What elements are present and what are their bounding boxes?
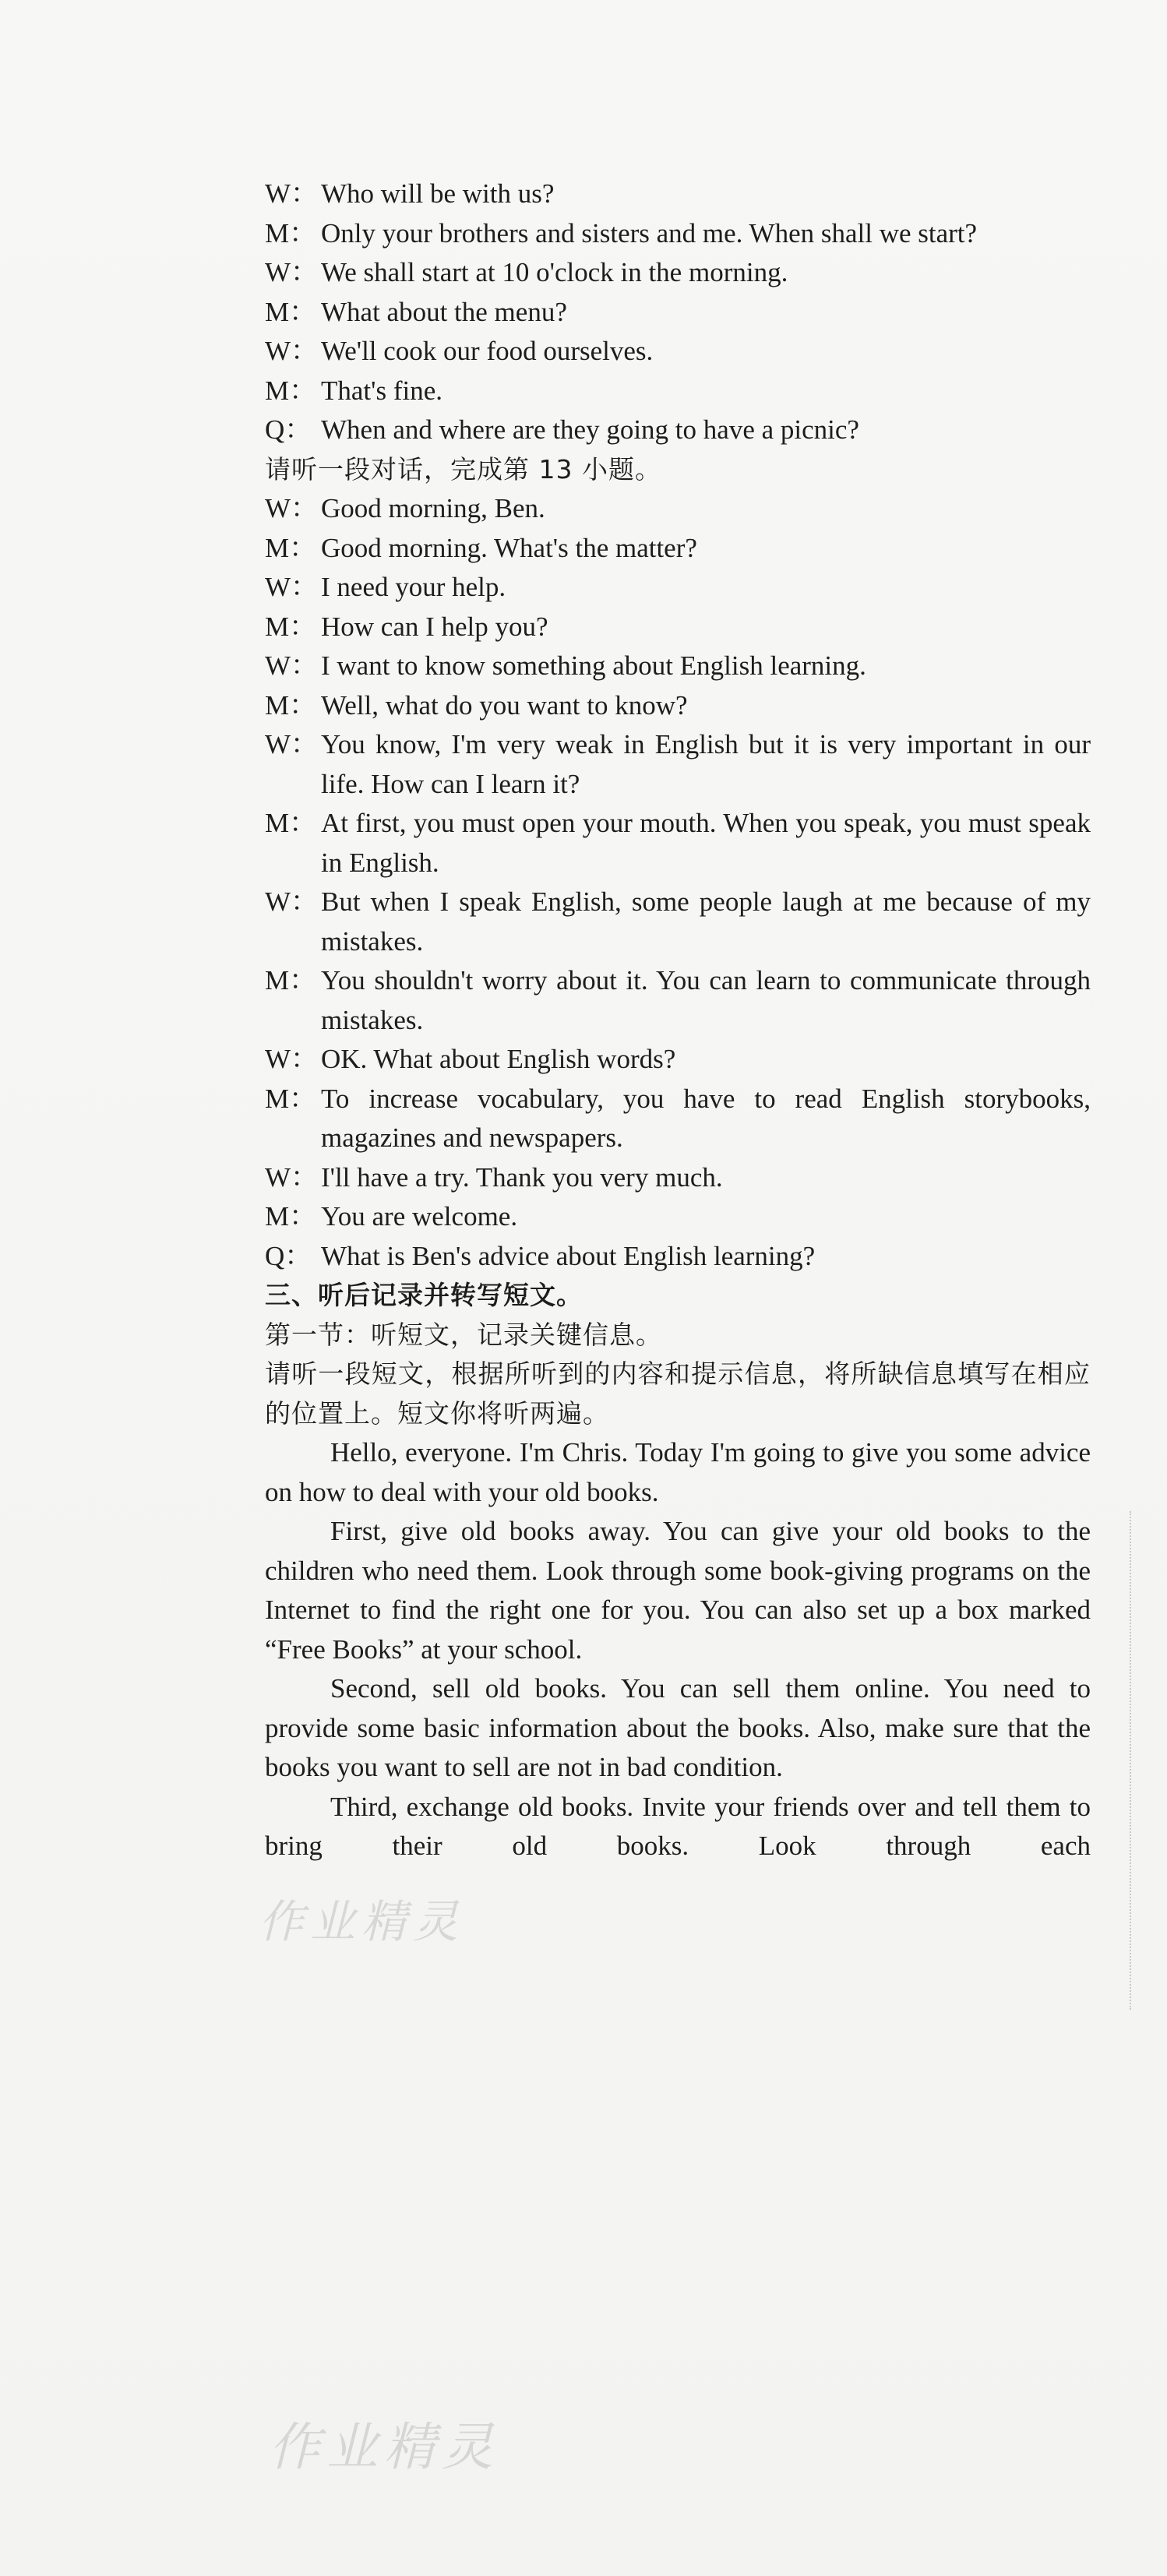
utterance: At first, you must open your mouth. When you speak, you must speak in English. xyxy=(321,808,1091,878)
dialogue-line xyxy=(265,1080,1091,1158)
utterance: You shouldn't worry about it. You can learn to communicate through mistakes. xyxy=(321,965,1091,1035)
dialogue-line xyxy=(265,529,1091,569)
utterance: Well, what do you want to know? xyxy=(321,689,688,721)
speaker-label: W： xyxy=(265,729,319,759)
speaker-label: W： xyxy=(265,257,319,287)
question-text: When and where are they going to have a picnic? xyxy=(321,414,859,445)
speaker-label: M： xyxy=(265,217,317,248)
utterance: But when I speak English, some people laugh at me because of my mistakes. xyxy=(321,886,1091,957)
speaker-label: M： xyxy=(265,611,317,642)
speaker-label: W： xyxy=(265,493,319,523)
utterance: OK. What about English words? xyxy=(321,1044,676,1074)
instruction-13: 请听一段对话，完成第 13 小题。 xyxy=(265,453,661,485)
speaker-label: W： xyxy=(265,1161,319,1193)
section-instruction: 请听一段短文，根据所听到的内容和提示信息，将所缺信息填写在相应的位置上。短文你将听两遍。 xyxy=(265,1358,1091,1429)
speaker-label: W： xyxy=(265,1044,319,1074)
section-heading: 三、听后记录并转写短文。 xyxy=(265,1280,583,1310)
speaker-label: M： xyxy=(265,532,317,563)
dialogue-line xyxy=(265,489,1091,529)
utterance: I need your help. xyxy=(321,572,506,602)
utterance: Only your brothers and sisters and me. When shall we start? xyxy=(321,217,978,248)
question-line xyxy=(265,411,1091,450)
utterance: You know, I'm very weak in English but it is very important in our life. How can I learn it? xyxy=(321,729,1091,799)
speaker-label: Q： xyxy=(265,1240,312,1271)
dialogue-line xyxy=(265,372,1091,411)
watermark: 作业精灵 xyxy=(269,2417,499,2477)
utterance: I'll have a try. Thank you very much. xyxy=(321,1161,723,1193)
speaker-label: W： xyxy=(265,650,319,681)
dialogue-line xyxy=(265,647,1091,686)
passage xyxy=(265,1433,1091,1866)
utterance: Good morning, Ben. xyxy=(321,493,545,523)
passage-paragraph: First, give old books away. You can give your old books to the children who need them. Look through some book-giving programs on the Internet to find the right one for you. You can also set up a box marked “Free Books” at your school. xyxy=(265,1516,1091,1665)
listening-script xyxy=(265,174,1091,1866)
passage-paragraph: Second, sell old books. You can sell them online. You need to provide some basic information about the books. Also, make sure that the books you want to sell are not in bad condition. xyxy=(265,1673,1091,1782)
speaker-label: W： xyxy=(265,178,319,209)
watermark: 作业精灵 xyxy=(259,1895,465,1948)
speaker-label: W： xyxy=(265,336,319,366)
dialogue-line xyxy=(265,883,1091,961)
utterance: To increase vocabulary, you have to read English storybooks, magazines and newspapers. xyxy=(321,1083,1091,1153)
utterance: Who will be with us? xyxy=(321,178,555,209)
utterance: We'll cook our food ourselves. xyxy=(321,336,654,366)
utterance: Good morning. What's the matter? xyxy=(321,532,697,563)
dialogue-line xyxy=(265,1158,1091,1198)
dialogue-line xyxy=(265,1197,1091,1237)
speaker-label: M： xyxy=(265,808,317,838)
dialogue-line xyxy=(265,608,1091,647)
utterance: What about the menu? xyxy=(321,296,567,327)
dialogue-english-learning xyxy=(265,489,1091,1276)
dialogue-line xyxy=(265,214,1091,254)
dialogue-line xyxy=(265,253,1091,293)
speaker-label: W： xyxy=(265,572,319,602)
utterance: You are welcome. xyxy=(321,1201,518,1232)
passage-paragraph: Third, exchange old books. Invite your friends over and tell them to bring their old books. Look through each xyxy=(265,1791,1091,1861)
speaker-label: M： xyxy=(265,1201,317,1232)
section-part-title: 第一节：听短文，记录关键信息。 xyxy=(265,1319,662,1350)
speaker-label: M： xyxy=(265,1083,317,1114)
question-text: What is Ben's advice about English learning? xyxy=(321,1240,816,1271)
dialogue-line xyxy=(265,174,1091,214)
speaker-label: M： xyxy=(265,689,317,721)
utterance: We shall start at 10 o'clock in the morning. xyxy=(321,257,788,287)
dialogue-line xyxy=(265,293,1091,333)
utterance: That's fine. xyxy=(321,375,442,406)
passage-paragraph: Hello, everyone. I'm Chris. Today I'm going to give you some advice on how to deal with your old books. xyxy=(265,1437,1091,1507)
dialogue-line xyxy=(265,961,1091,1040)
speaker-label: W： xyxy=(265,886,319,917)
speaker-label: M： xyxy=(265,375,317,406)
dialogue-line xyxy=(265,568,1091,608)
dialogue-line xyxy=(265,686,1091,726)
question-line xyxy=(265,1237,1091,1277)
dialogue-line xyxy=(265,1040,1091,1080)
dialogue-picnic xyxy=(265,174,1091,450)
speaker-label: Q： xyxy=(265,414,312,445)
utterance: How can I help you? xyxy=(321,611,548,642)
dialogue-line xyxy=(265,804,1091,883)
dialogue-line xyxy=(265,332,1091,372)
margin-rule xyxy=(1130,1511,1131,2010)
speaker-label: M： xyxy=(265,965,317,996)
speaker-label: M： xyxy=(265,296,317,327)
utterance: I want to know something about English learning. xyxy=(321,650,866,681)
dialogue-line xyxy=(265,725,1091,804)
